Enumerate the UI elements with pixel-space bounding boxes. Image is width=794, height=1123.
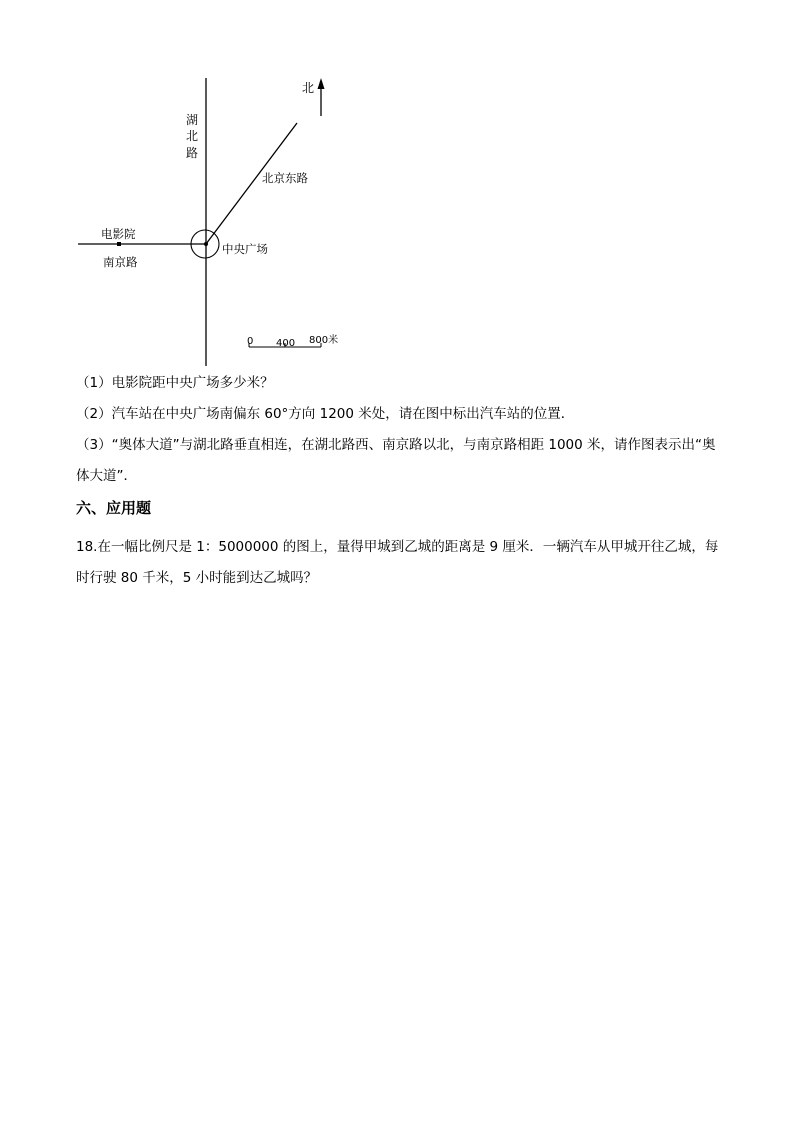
scale-mid-label: 400 bbox=[276, 338, 296, 349]
beijing-east-road-label: 北京东路 bbox=[262, 171, 308, 185]
hubei-road-label-1: 湖 bbox=[186, 113, 199, 127]
north-arrow-icon bbox=[318, 78, 325, 89]
north-label: 北 bbox=[302, 81, 315, 95]
central-square-label: 中央广场 bbox=[222, 242, 268, 256]
question-2: （2）汽车站在中央广场南偏东 60°方向 1200 米处，请在图中标出汽车站的位置． bbox=[76, 406, 575, 422]
hubei-road-label-2: 北 bbox=[186, 129, 199, 143]
section-title: 六、应用题 bbox=[76, 499, 152, 517]
street-map-figure bbox=[0, 0, 794, 380]
scale-zero-label: 0 bbox=[247, 336, 254, 347]
hubei-road-label-3: 路 bbox=[186, 146, 199, 160]
central-square-dot bbox=[204, 242, 208, 246]
cinema-point bbox=[117, 242, 121, 246]
nanjing-road-label: 南京路 bbox=[103, 255, 138, 269]
question-3: （3）“奥体大道”与湖北路垂直相连，在湖北路西、南京路以北，与南京路相距 1000 米，请作图表示出“奥体大道”． bbox=[76, 437, 716, 484]
question-1: （1）电影院距中央广场多少米？ bbox=[76, 375, 274, 391]
scale-end-label: 800米 bbox=[309, 335, 339, 346]
cinema-label: 电影院 bbox=[101, 227, 136, 241]
problem-18: 18.在一幅比例尺是 1：5000000 的图上，量得甲城到乙城的距离是 9 厘米．一辆汽车从甲城开往乙城，每时行驶 80 千米，5 小时能到达乙城吗？ bbox=[76, 539, 719, 586]
